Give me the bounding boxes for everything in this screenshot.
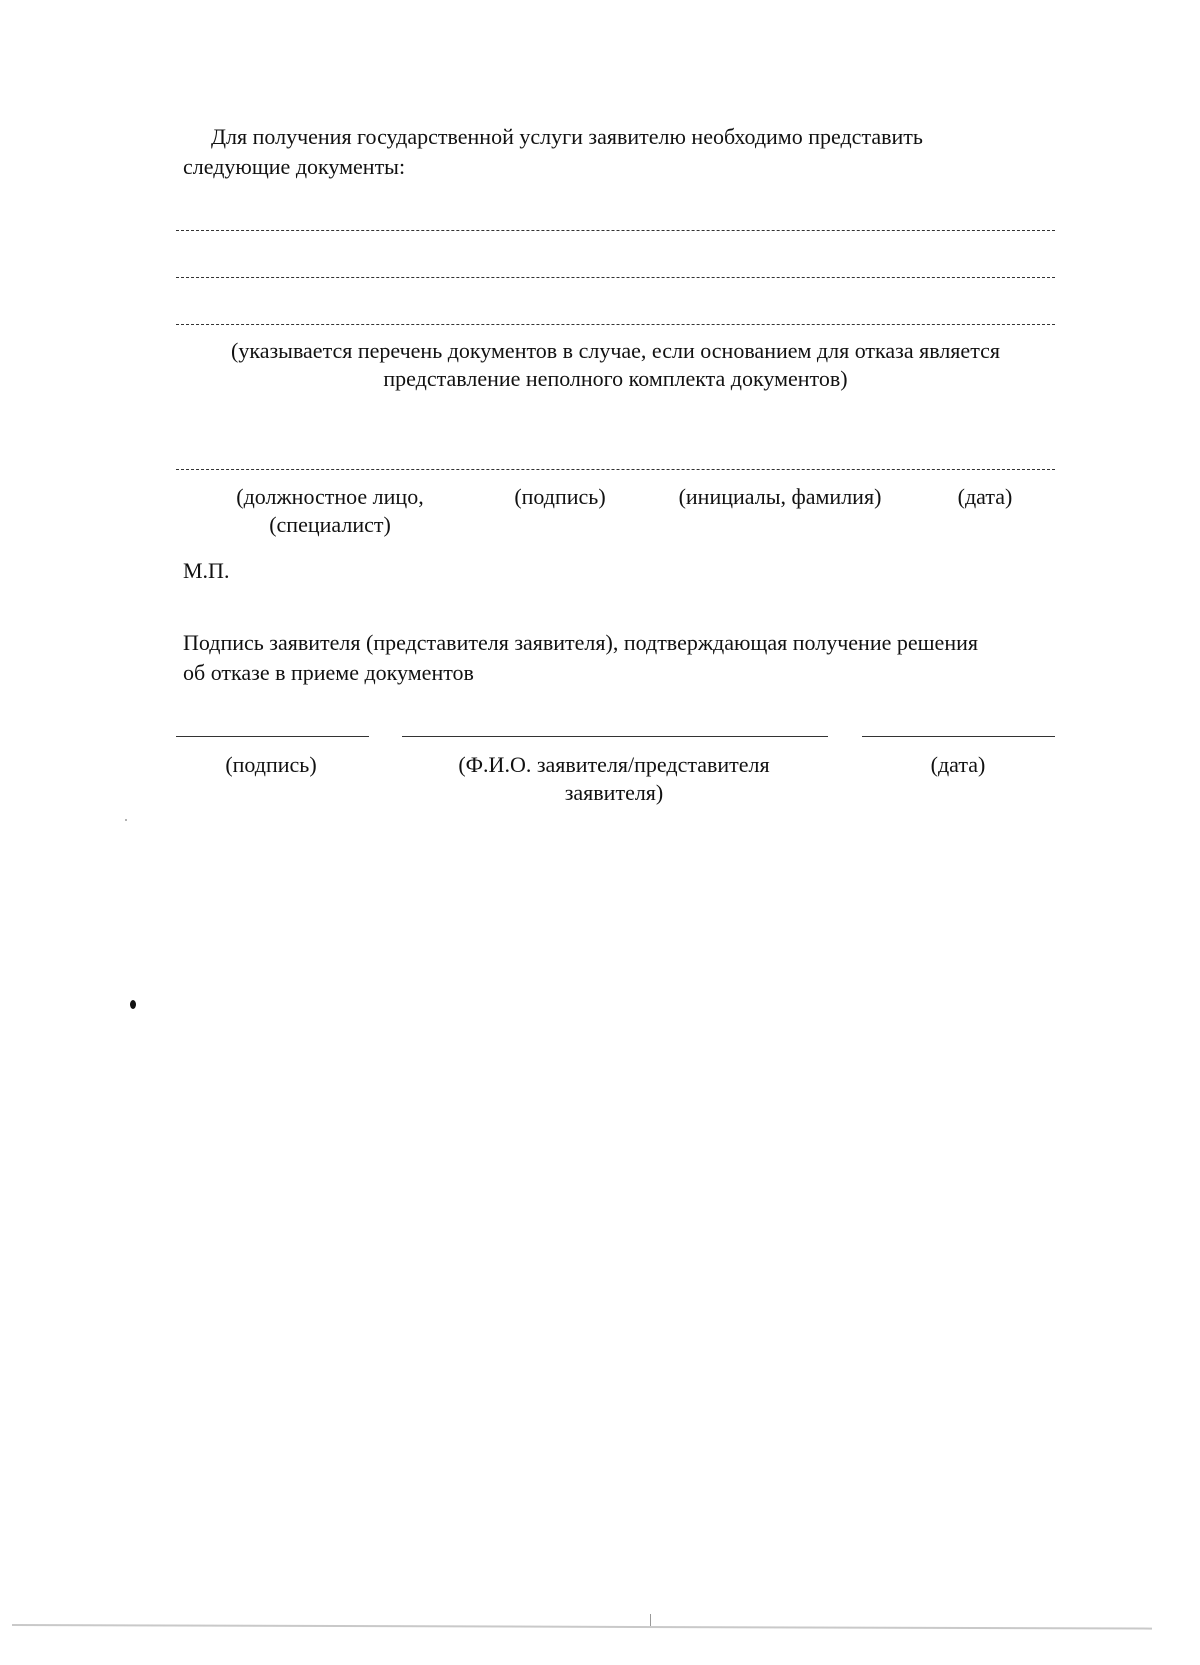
scan-edge-tick	[650, 1614, 651, 1626]
applicant-name-label-line-1: (Ф.И.О. заявителя/представителя	[458, 752, 770, 777]
applicant-date-line	[862, 736, 1055, 737]
applicant-signature-text-line-2: об отказе в приеме документов	[183, 660, 474, 685]
scan-edge-line	[12, 1624, 1152, 1630]
applicant-name-label-line-2: заявителя)	[564, 780, 664, 805]
applicant-signature-line	[176, 736, 369, 737]
seal-label: М.П.	[183, 558, 230, 583]
scan-speck-small	[125, 819, 127, 821]
applicant-name-line	[402, 736, 828, 737]
official-position-label-line-2: (специалист)	[269, 512, 391, 537]
official-position-label-line-1: (должностное лицо,	[236, 484, 424, 509]
applicant-date-label: (дата)	[930, 752, 986, 777]
document-list-line-2	[176, 277, 1055, 278]
document-list-line-3	[176, 324, 1055, 325]
official-signature-label: (подпись)	[514, 484, 606, 509]
documents-note-line-1: (указывается перечень документов в случае, если основанием для отказа является	[231, 338, 1000, 363]
document-list-line-1	[176, 230, 1055, 231]
official-signature-line	[176, 469, 1055, 470]
official-date-label: (дата)	[957, 484, 1013, 509]
documents-note-line-2: представление неполного комплекта документов)	[383, 366, 848, 391]
scan-speck	[130, 1000, 136, 1009]
intro-line-2: следующие документы:	[183, 154, 406, 179]
applicant-signature-label: (подпись)	[225, 752, 317, 777]
official-initials-surname-label: (инициалы, фамилия)	[678, 484, 882, 509]
intro-line-1: Для получения государственной услуги заявителю необходимо представить	[211, 124, 923, 149]
applicant-signature-text-line-1: Подпись заявителя (представителя заявителя), подтверждающая получение решения	[183, 630, 978, 655]
